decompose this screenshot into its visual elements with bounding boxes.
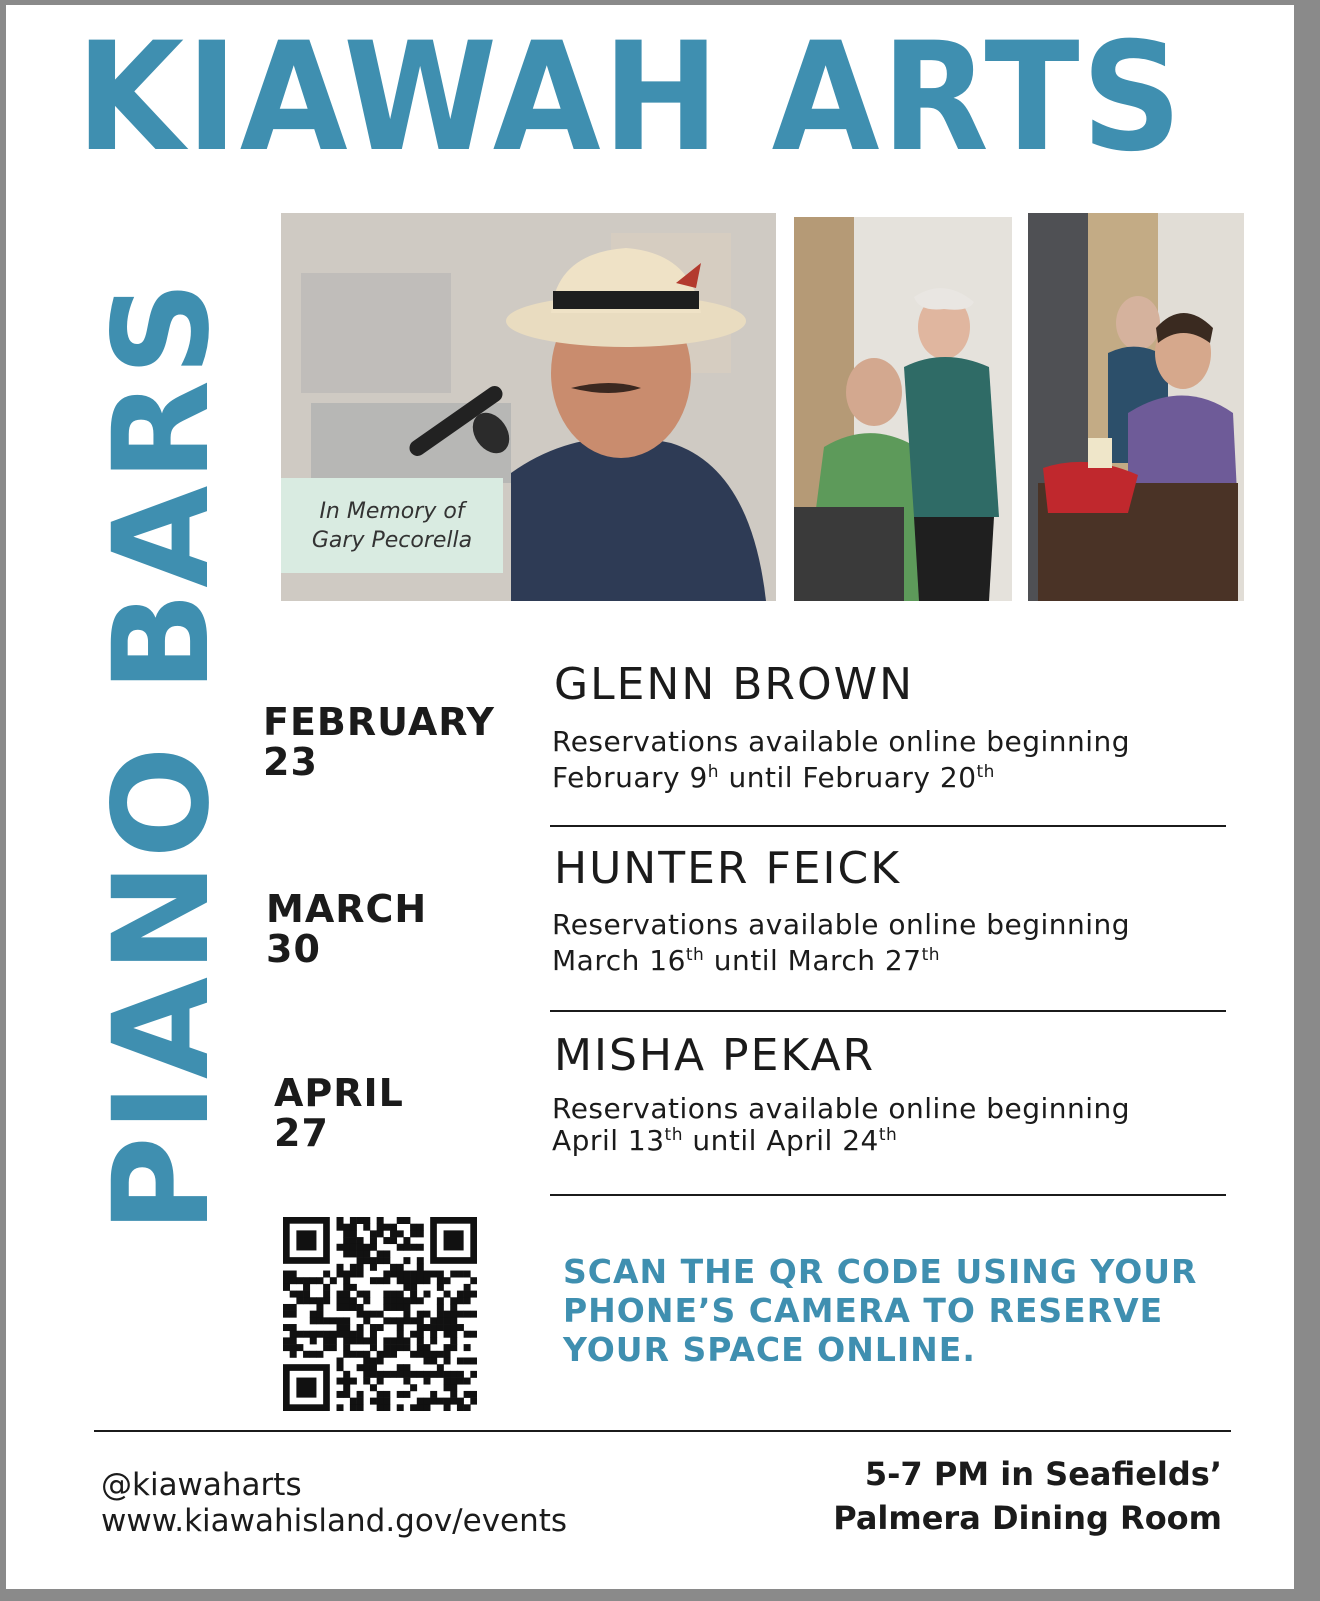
musician-photo (1028, 213, 1244, 601)
instruction-line-2: PHONE’S CAMERA TO RESERVE (563, 1291, 1164, 1330)
reservation-start-suffix: h (707, 762, 720, 782)
reservation-end-suffix: th (921, 945, 941, 965)
event-reservation (552, 907, 1130, 979)
qr-finder-square (296, 1230, 316, 1250)
website-link[interactable]: www.kiawahisland.gov/events (101, 1503, 568, 1539)
social-handle[interactable]: @kiawaharts (101, 1467, 302, 1503)
divider (550, 1194, 1226, 1196)
reservation-line: Reservations available online beginning (552, 725, 1131, 758)
divider (550, 825, 1226, 827)
memorial-line-2: Gary Pecorella (311, 527, 473, 553)
event-artist: HUNTER FEICK (554, 843, 902, 894)
qr-code[interactable] (283, 1217, 477, 1411)
footer-divider (94, 1430, 1231, 1432)
event-month: MARCH (266, 887, 428, 931)
event-month: FEBRUARY (263, 700, 495, 744)
qr-finder-square (444, 1230, 464, 1250)
poster (6, 5, 1294, 1589)
reservation-dates (552, 1125, 1130, 1157)
reservation-start: April 13 (552, 1124, 665, 1157)
reservation-until: until April 24 (692, 1124, 879, 1157)
reservation-until: until February 20 (728, 761, 977, 794)
reservation-end-suffix: th (976, 762, 995, 782)
instruction-line-1: SCAN THE QR CODE USING YOUR (563, 1252, 1198, 1291)
instruction-line-3: YOUR SPACE ONLINE. (563, 1330, 976, 1369)
event-reservation (552, 724, 1130, 796)
event-month: APRIL (274, 1071, 404, 1115)
qr-finder-square (296, 1378, 316, 1398)
reservation-dates (552, 760, 1130, 796)
reservation-line: Reservations available online beginning (552, 1092, 1131, 1125)
memorial-line-1: In Memory of (319, 498, 465, 524)
footer-contact (101, 1467, 567, 1539)
event-date (263, 702, 495, 782)
vertical-title: PIANO BARS (85, 276, 239, 1233)
event-date (266, 889, 427, 969)
event-day: 30 (266, 927, 321, 971)
event-artist: GLENN BROWN (554, 659, 915, 710)
poster-title: KIAWAH ARTS (76, 11, 1184, 185)
reservation-start: March 16 (552, 944, 686, 977)
time-location-line-1: 5-7 PM in Seafields’ (864, 1455, 1222, 1493)
event-day: 27 (274, 1111, 329, 1155)
event-artist: MISHA PEKAR (554, 1030, 876, 1081)
audience-photo (794, 217, 1012, 601)
reservation-start-suffix: th (685, 945, 705, 965)
event-day: 23 (263, 740, 318, 784)
event-date (274, 1073, 404, 1153)
qr-instructions (563, 1252, 1223, 1369)
event-location (833, 1452, 1222, 1540)
reservation-dates (552, 943, 1130, 979)
reservation-end-suffix: th (878, 1125, 898, 1145)
reservation-start-suffix: th (664, 1125, 683, 1145)
reservation-line: Reservations available online beginning (552, 908, 1131, 941)
time-location-line-2: Palmera Dining Room (833, 1499, 1222, 1537)
event-reservation (552, 1093, 1130, 1157)
reservation-until: until March 27 (713, 944, 922, 977)
memorial-caption (281, 478, 503, 573)
divider (550, 1010, 1226, 1012)
reservation-start: February 9 (552, 761, 708, 794)
